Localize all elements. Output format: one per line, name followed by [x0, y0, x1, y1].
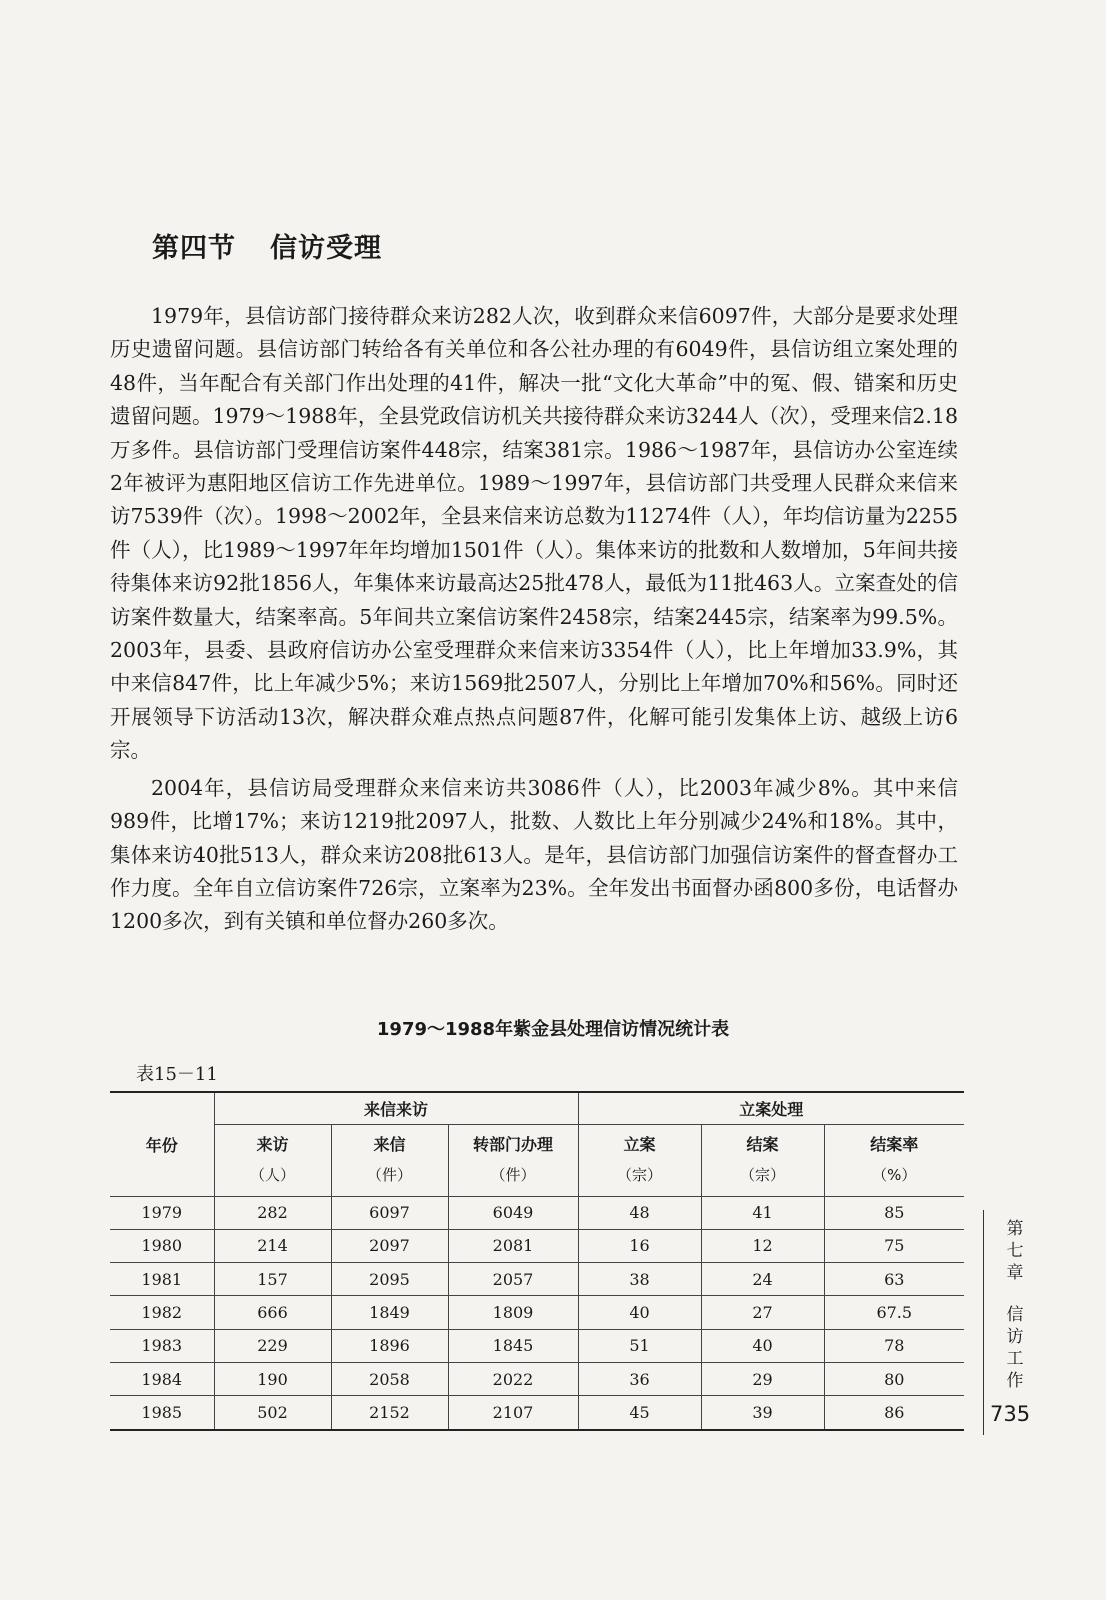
- table-cell: 67.5: [824, 1296, 964, 1329]
- table-row: [110, 1263, 964, 1296]
- section-title: [152, 226, 382, 265]
- chapter-char: 章: [1006, 1263, 1024, 1283]
- table-cell: 2081: [448, 1229, 578, 1262]
- chapter-margin-label: [1000, 1218, 1030, 1392]
- table-cell: 78: [824, 1329, 964, 1362]
- column-header: [578, 1124, 701, 1196]
- table-cell: 85: [824, 1196, 964, 1229]
- column-label: 来访: [256, 1135, 289, 1154]
- table-cell: 2107: [448, 1396, 578, 1430]
- paragraph: 2004年，县信访局受理群众来信来访共3086件（人），比2003年减少8%。其中来信989件，比增17%；来访1219批2097人，批数、人数比上年分别减少24%和18%。其中，集体来访40批513人，群众来访208批613人。是年，县信访部门加强信访案件的督查督办工作力度。全年自立信访案件726宗，立案率为23%。全年发出书面督办函800多份，电话督办1200多次，到有关镇和单位督办260多次。: [110, 775, 958, 934]
- chapter-char: 第: [1006, 1219, 1024, 1239]
- table-cell: 41: [701, 1196, 824, 1229]
- paragraph: 1979年，县信访部门接待群众来访282人次，收到群众来信6097件，大部分是要求处理历史遗留问题。县信访部门转给各有关单位和各公社办理的有6049件，县信访组立案处理的48件，当年配合有关部门作出处理的41件，解决一批“文化大革命”中的冤、假、错案和历史遗留问题。1979～1988年，全县党政信访机关共接待群众来访3244人（次），受理来信2.18万多件。县信访部门受理信访案件448宗，结案381宗。1986～1987年，县信访办公室连续2年被评为惠阳地区信访工作先进单位。1989～1997年，县信访部门共受理人民群众来信来访7539件（次）。1998～2002年，全县来信来访总数为11274件（人），年均信访量为2255件（人），比1989～1997年年均增加1501件（人）。集体来访的批数和人数增加，5年间共接待集体来访92批1856人，年集体来访最高达25批478人，最低为11批463人。立案查处的信访案件数量大，结案率高。5年间共立案信访案件2458宗，结案2445宗，结案率为99.5%。2003年，县委、县政府信访办公室受理群众来信来访3354件（人），比上年增加33.9%，其中来信847件，比上年减少5%；来访1569批2507人，分别比上年增加70%和56%。同时还开展领导下访活动13次，解决群众难点热点问题87件，化解可能引发集体上访、越级上访6宗。: [110, 304, 958, 763]
- table-row: [110, 1329, 964, 1362]
- chapter-title-char: 工: [1006, 1349, 1024, 1369]
- chapter-title-char: 作: [1006, 1371, 1024, 1391]
- column-header: [331, 1124, 448, 1196]
- body-text: [110, 300, 958, 943]
- column-label: 转部门办理: [472, 1135, 553, 1154]
- table-cell: 214: [214, 1229, 331, 1262]
- table-row: [110, 1196, 964, 1229]
- column-unit: （宗）: [739, 1166, 785, 1184]
- table-row: [110, 1362, 964, 1395]
- table-cell: 24: [701, 1263, 824, 1296]
- table-title: 1979～1988年紫金县处理信访情况统计表: [376, 1019, 730, 1040]
- table-cell: 36: [578, 1362, 701, 1395]
- table-cell: 63: [824, 1263, 964, 1296]
- year-cell: 1979: [110, 1196, 214, 1229]
- table-id: 表15－11: [136, 1064, 218, 1085]
- year-cell: 1981: [110, 1263, 214, 1296]
- year-cell: 1984: [110, 1362, 214, 1395]
- table-cell: 1845: [448, 1329, 578, 1362]
- sub-header-row: [110, 1124, 964, 1196]
- page-number: 735: [990, 1402, 1031, 1426]
- table-cell: 38: [578, 1263, 701, 1296]
- table-cell: 27: [701, 1296, 824, 1329]
- table-row: [110, 1396, 964, 1430]
- table-cell: 12: [701, 1229, 824, 1262]
- table-cell: 157: [214, 1263, 331, 1296]
- chapter-title-char: 访: [1006, 1327, 1024, 1347]
- table-cell: 2095: [331, 1263, 448, 1296]
- table-cell: 2057: [448, 1263, 578, 1296]
- year-cell: 1985: [110, 1396, 214, 1430]
- table-cell: 75: [824, 1229, 964, 1262]
- table-cell: 2058: [331, 1362, 448, 1395]
- margin-rule: [983, 1210, 984, 1435]
- table-cell: 6097: [331, 1196, 448, 1229]
- statistics-table: [110, 1091, 964, 1431]
- table-cell: 2152: [331, 1396, 448, 1430]
- table-cell: 2097: [331, 1229, 448, 1262]
- column-header: [214, 1124, 331, 1196]
- column-label: 结案率: [870, 1135, 919, 1154]
- table-row: [110, 1229, 964, 1262]
- column-unit: （人）: [249, 1166, 295, 1184]
- table-cell: 45: [578, 1396, 701, 1430]
- table-cell: 1849: [331, 1296, 448, 1329]
- table-cell: 1896: [331, 1329, 448, 1362]
- table-cell: 282: [214, 1196, 331, 1229]
- table-cell: 666: [214, 1296, 331, 1329]
- chapter-title-char: 信: [1006, 1305, 1024, 1325]
- table-cell: 229: [214, 1329, 331, 1362]
- table-cell: 48: [578, 1196, 701, 1229]
- table-cell: 16: [578, 1229, 701, 1262]
- table-cell: 502: [214, 1396, 331, 1430]
- column-header: [448, 1124, 578, 1196]
- section-name: 信访受理: [270, 233, 382, 264]
- group-header-case-handling: 立案处理: [578, 1092, 964, 1124]
- column-label: 结案: [746, 1135, 779, 1154]
- table-cell: 190: [214, 1362, 331, 1395]
- year-cell: 1980: [110, 1229, 214, 1262]
- year-cell: 1982: [110, 1296, 214, 1329]
- table-row: [110, 1296, 964, 1329]
- table-cell: 86: [824, 1396, 964, 1430]
- table-cell: 1809: [448, 1296, 578, 1329]
- table-cell: 6049: [448, 1196, 578, 1229]
- column-unit: （%）: [872, 1166, 917, 1184]
- column-label: 立案: [623, 1135, 656, 1154]
- table-cell: 40: [701, 1329, 824, 1362]
- table-cell: 29: [701, 1362, 824, 1395]
- table-cell: 40: [578, 1296, 701, 1329]
- column-label: 来信: [373, 1135, 406, 1154]
- year-cell: 1983: [110, 1329, 214, 1362]
- table-body: [110, 1196, 964, 1430]
- column-unit: （件）: [366, 1166, 412, 1184]
- table-cell: 2022: [448, 1362, 578, 1395]
- table-cell: 80: [824, 1362, 964, 1395]
- table-cell: 51: [578, 1329, 701, 1362]
- column-unit: （宗）: [616, 1166, 662, 1184]
- column-unit: （件）: [490, 1166, 536, 1184]
- group-header-letters-visits: 来信来访: [214, 1092, 578, 1124]
- column-header: [701, 1124, 824, 1196]
- chapter-char: 七: [1006, 1241, 1024, 1261]
- table-cell: 39: [701, 1396, 824, 1430]
- section-number: 第四节: [152, 233, 236, 264]
- column-header: [824, 1124, 964, 1196]
- year-header: 年份: [110, 1092, 214, 1196]
